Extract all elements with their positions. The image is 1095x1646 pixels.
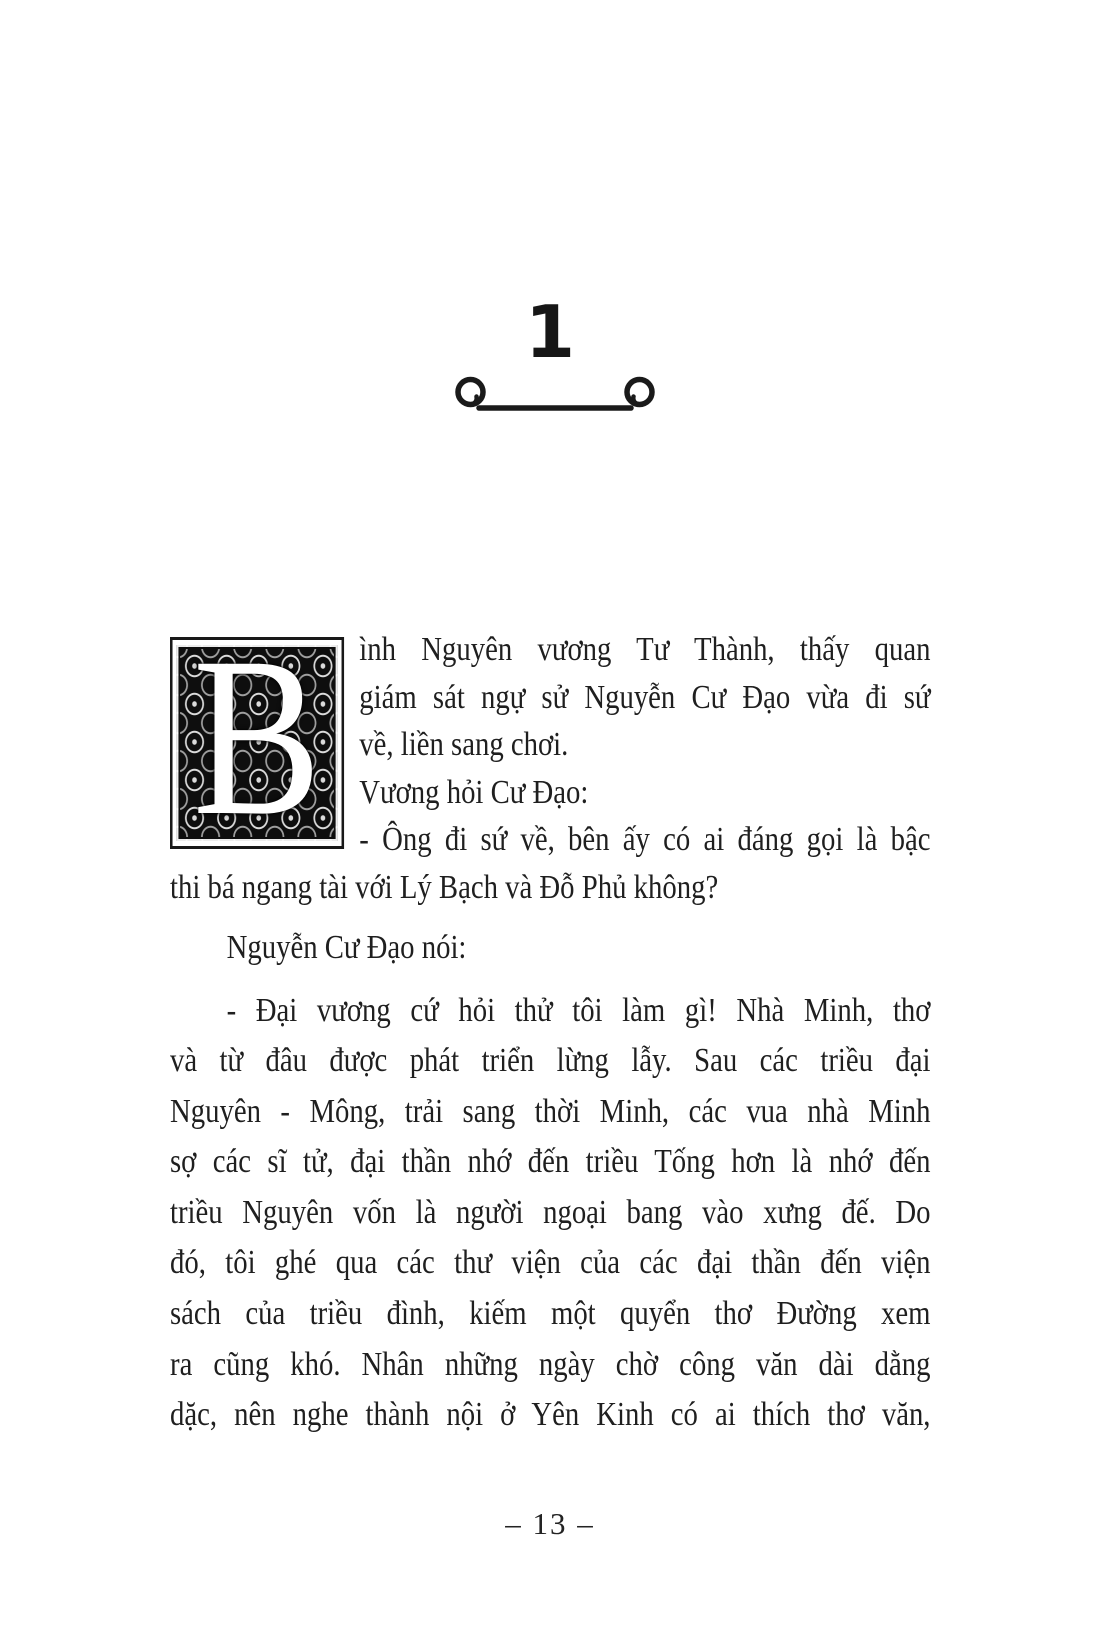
text-line: Nguyên - Mông, trải sang thời Minh, các vua nhà Minh bbox=[170, 1092, 931, 1130]
drop-cap-pattern bbox=[177, 645, 338, 841]
body-text bbox=[170, 626, 931, 1441]
page-number: – 13 – bbox=[505, 1506, 595, 1541]
text-line: thi bá ngang tài với Lý Bạch và Đỗ Phủ không? bbox=[170, 868, 719, 906]
text-line: ra cũng khó. Nhân những ngày chờ công văn dài dằng bbox=[170, 1345, 931, 1383]
paragraph bbox=[170, 924, 931, 972]
chapter-divider-ornament bbox=[454, 374, 656, 420]
text-line: và từ đâu được phát triển lừng lẫy. Sau các triều đại bbox=[170, 1042, 931, 1080]
chapter-number: 1 bbox=[524, 290, 576, 374]
text-line: giám sát ngự sử Nguyễn Cư Đạo vừa đi sứ bbox=[359, 678, 931, 716]
text-line: - Đại vương cứ hỏi thử tôi làm gì! Nhà Minh, thơ bbox=[226, 991, 931, 1029]
drop-cap-letter: B bbox=[192, 645, 322, 841]
paragraph bbox=[170, 986, 931, 1441]
text-line: đó, tôi ghé qua các thư viện của các đại thần đến viện bbox=[170, 1244, 931, 1282]
text-line: sách của triều đình, kiếm một quyển thơ Đường xem bbox=[170, 1295, 931, 1333]
text-line: Vương hỏi Cư Đạo: bbox=[359, 773, 589, 811]
text-line: - Ông đi sứ về, bên ấy có ai đáng gọi là bậc bbox=[359, 821, 931, 858]
text-line: về, liền sang chơi. bbox=[359, 726, 569, 763]
drop-cap-block bbox=[170, 637, 344, 849]
text-line: triều Nguyên vốn là người ngoại bang vào xưng đế. Do bbox=[170, 1193, 931, 1231]
text-line: ình Nguyên vương Tư Thành, thấy quan bbox=[359, 631, 931, 668]
text-line: sợ các sĩ tử, đại thần nhớ đến triều Tống hơn là nhớ đến bbox=[170, 1143, 931, 1181]
text-line: dặc, nên nghe thành nội ở Yên Kinh có ai thích thơ văn, bbox=[170, 1396, 931, 1434]
text-line: Nguyễn Cư Đạo nói: bbox=[226, 929, 467, 966]
